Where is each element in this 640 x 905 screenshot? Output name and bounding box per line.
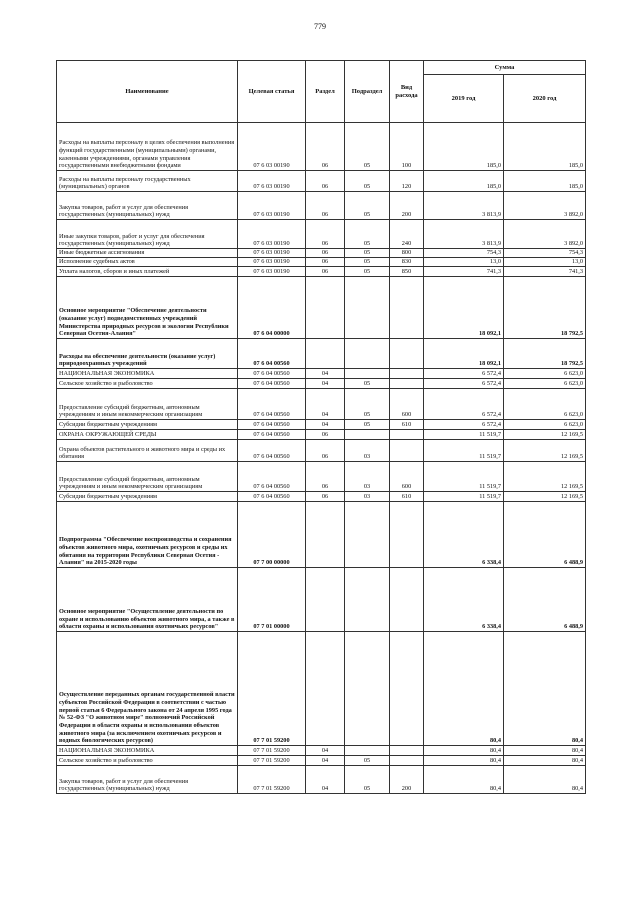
cell-2019: 18 092,1: [424, 339, 504, 369]
cell-section: 06: [306, 220, 345, 249]
cell-subsection: 05: [345, 379, 390, 389]
cell-2019: 80,4: [424, 756, 504, 766]
cell-subsection: 03: [345, 440, 390, 462]
cell-subsection: 05: [345, 192, 390, 220]
cell-section: 04: [306, 766, 345, 794]
cell-target: 07 6 03 00190: [238, 171, 306, 192]
table-row: [57, 430, 586, 440]
table-row: [57, 440, 586, 462]
cell-name: Иные закупки товаров, работ и услуг для обеспечения государственных (муниципальных) нужд: [57, 220, 238, 249]
cell-kind: [390, 440, 424, 462]
cell-kind: [390, 746, 424, 756]
cell-target: 07 6 04 00560: [238, 379, 306, 389]
cell-subsection: 05: [345, 258, 390, 267]
cell-subsection: [345, 339, 390, 369]
cell-subsection: 05: [345, 249, 390, 258]
table-row: [57, 249, 586, 258]
cell-target: 07 6 03 00190: [238, 123, 306, 171]
cell-name: Основное мероприятие "Осуществление деятельности по охране и использованию объектов животного мира, а также в области охраны и использования охотничьих ресурсов": [57, 568, 238, 632]
cell-section: [306, 568, 345, 632]
cell-2020: 185,0: [504, 171, 586, 192]
cell-target: 07 7 01 00000: [238, 568, 306, 632]
cell-2019: 11 519,7: [424, 430, 504, 440]
cell-target: 07 6 03 00190: [238, 192, 306, 220]
cell-subsection: 05: [345, 766, 390, 794]
table-row: [57, 492, 586, 502]
table-row: [57, 369, 586, 379]
cell-name: ОХРАНА ОКРУЖАЮЩЕЙ СРЕДЫ: [57, 430, 238, 440]
cell-subsection: 03: [345, 462, 390, 492]
cell-target: 07 6 04 00560: [238, 492, 306, 502]
cell-kind: 600: [390, 389, 424, 420]
cell-kind: 200: [390, 192, 424, 220]
table-row: [57, 171, 586, 192]
cell-kind: 100: [390, 123, 424, 171]
cell-section: 06: [306, 492, 345, 502]
cell-2019: 6 572,4: [424, 389, 504, 420]
cell-name: НАЦИОНАЛЬНАЯ ЭКОНОМИКА: [57, 369, 238, 379]
cell-name: Основное мероприятие "Обеспечение деятельности (оказание услуг) подведомственных учреждений Министерства природных ресурсов и экологии Республики Северная Осетия-Алания": [57, 277, 238, 339]
cell-section: 06: [306, 123, 345, 171]
cell-name: Расходы на выплаты персоналу в целях обеспечения выполнения функций государственными (муниципальными) органами, казенными учреждениями, органами управления государственными внебюджетными фондами: [57, 123, 238, 171]
cell-target: 07 6 04 00560: [238, 440, 306, 462]
cell-target: 07 6 04 00560: [238, 420, 306, 430]
cell-name: Подпрограмма "Обеспечение воспроизводства и сохранения объектов животного мира, охотничьих ресурсов и среды их обитания на территории Республики Северная Осетия - Алания" на 2015-2020 годы: [57, 502, 238, 568]
table-row: [57, 339, 586, 369]
cell-target: 07 6 04 00000: [238, 277, 306, 339]
cell-section: 06: [306, 258, 345, 267]
cell-2020: 12 169,5: [504, 462, 586, 492]
cell-target: 07 7 01 59200: [238, 766, 306, 794]
table-row: [57, 462, 586, 492]
cell-section: 06: [306, 249, 345, 258]
cell-name: Сельское хозяйство и рыболовство: [57, 756, 238, 766]
cell-section: 06: [306, 267, 345, 277]
page-number: 779: [314, 22, 326, 31]
cell-section: 06: [306, 430, 345, 440]
table-row: [57, 568, 586, 632]
cell-section: 04: [306, 379, 345, 389]
cell-section: 06: [306, 462, 345, 492]
table-body: [57, 123, 586, 794]
cell-subsection: 05: [345, 756, 390, 766]
cell-2020: 13,0: [504, 258, 586, 267]
cell-kind: [390, 339, 424, 369]
header-subsection: Подраздел: [345, 61, 390, 123]
header-name: Наименование: [57, 61, 238, 123]
cell-subsection: [345, 369, 390, 379]
cell-kind: [390, 568, 424, 632]
cell-section: [306, 502, 345, 568]
header-target: Целевая статья: [238, 61, 306, 123]
cell-section: [306, 632, 345, 746]
cell-section: 06: [306, 192, 345, 220]
cell-name: Субсидии бюджетным учреждениям: [57, 492, 238, 502]
cell-subsection: 05: [345, 420, 390, 430]
cell-subsection: [345, 502, 390, 568]
cell-2020: 80,4: [504, 746, 586, 756]
budget-table: [56, 60, 586, 794]
cell-section: 04: [306, 369, 345, 379]
cell-kind: 850: [390, 267, 424, 277]
cell-2020: 12 169,5: [504, 430, 586, 440]
cell-2020: 80,4: [504, 766, 586, 794]
cell-subsection: [345, 568, 390, 632]
cell-name: Предоставление субсидий бюджетным, автономным учреждениям и иным некоммерческим организациям: [57, 389, 238, 420]
cell-target: 07 7 01 59200: [238, 632, 306, 746]
cell-2019: 11 519,7: [424, 492, 504, 502]
cell-kind: 200: [390, 766, 424, 794]
cell-2019: 80,4: [424, 746, 504, 756]
cell-target: 07 6 03 00190: [238, 258, 306, 267]
cell-kind: [390, 277, 424, 339]
cell-2020: 12 169,5: [504, 492, 586, 502]
cell-section: 06: [306, 171, 345, 192]
cell-2019: 6 572,4: [424, 420, 504, 430]
cell-2019: 185,0: [424, 171, 504, 192]
cell-subsection: 05: [345, 267, 390, 277]
cell-2020: 18 792,5: [504, 277, 586, 339]
cell-target: 07 7 01 59200: [238, 756, 306, 766]
cell-kind: [390, 430, 424, 440]
cell-kind: 800: [390, 249, 424, 258]
cell-2019: 80,4: [424, 766, 504, 794]
cell-2019: 3 813,9: [424, 220, 504, 249]
cell-2019: 80,4: [424, 632, 504, 746]
table-row: [57, 756, 586, 766]
table-row: [57, 746, 586, 756]
table-row: [57, 389, 586, 420]
cell-subsection: 03: [345, 492, 390, 502]
cell-2020: 6 623,0: [504, 420, 586, 430]
cell-2020: 741,3: [504, 267, 586, 277]
cell-name: Предоставление субсидий бюджетным, автономным учреждениям и иным некоммерческим организациям: [57, 462, 238, 492]
cell-kind: [390, 756, 424, 766]
cell-subsection: 05: [345, 171, 390, 192]
cell-subsection: [345, 746, 390, 756]
cell-2020: 18 792,5: [504, 339, 586, 369]
cell-2020: 80,4: [504, 632, 586, 746]
cell-kind: 240: [390, 220, 424, 249]
cell-2020: 3 892,0: [504, 220, 586, 249]
cell-2020: 3 892,0: [504, 192, 586, 220]
cell-target: 07 6 03 00190: [238, 249, 306, 258]
header-2020: 2020 год: [504, 75, 586, 123]
cell-2019: 6 338,4: [424, 568, 504, 632]
cell-kind: [390, 502, 424, 568]
cell-2019: 3 813,9: [424, 192, 504, 220]
cell-target: 07 7 00 00000: [238, 502, 306, 568]
cell-2019: 6 338,4: [424, 502, 504, 568]
cell-target: 07 6 04 00560: [238, 430, 306, 440]
cell-subsection: 05: [345, 220, 390, 249]
cell-kind: 830: [390, 258, 424, 267]
cell-section: 04: [306, 420, 345, 430]
cell-2020: 6 488,9: [504, 568, 586, 632]
table-row: [57, 258, 586, 267]
cell-target: 07 6 04 00560: [238, 369, 306, 379]
cell-2019: 6 572,4: [424, 369, 504, 379]
cell-subsection: [345, 632, 390, 746]
cell-name: Закупка товаров, работ и услуг для обеспечения государственных (муниципальных) нужд: [57, 766, 238, 794]
cell-kind: 120: [390, 171, 424, 192]
cell-section: [306, 339, 345, 369]
cell-target: 07 6 03 00190: [238, 220, 306, 249]
cell-kind: [390, 369, 424, 379]
table-row: [57, 220, 586, 249]
cell-kind: 600: [390, 462, 424, 492]
cell-name: Закупка товаров, работ и услуг для обеспечения государственных (муниципальных) нужд: [57, 192, 238, 220]
table-row: [57, 277, 586, 339]
table-row: [57, 766, 586, 794]
cell-name: Осуществление переданных органам государственной власти субъектов Российской Федерации в соответствии с частью первой статьи 6 Федерального закона от 24 апреля 1995 года № 52-ФЗ "О животном мире" полномочий Российской Федерации в области охраны и использования объектов животного мира (за исключением охотничьих ресурсов и водных биологических ресурсов): [57, 632, 238, 746]
cell-2019: 18 092,1: [424, 277, 504, 339]
header-section: Раздел: [306, 61, 345, 123]
cell-section: 04: [306, 756, 345, 766]
cell-name: Субсидии бюджетным учреждениям: [57, 420, 238, 430]
cell-2020: 185,0: [504, 123, 586, 171]
cell-name: Уплата налогов, сборов и иных платежей: [57, 267, 238, 277]
table-row: [57, 379, 586, 389]
cell-name: Расходы на обеспечение деятельности (оказание услуг) природоохранных учреждений: [57, 339, 238, 369]
table-row: [57, 192, 586, 220]
cell-2019: 13,0: [424, 258, 504, 267]
cell-subsection: 05: [345, 389, 390, 420]
cell-name: НАЦИОНАЛЬНАЯ ЭКОНОМИКА: [57, 746, 238, 756]
cell-name: Исполнение судебных актов: [57, 258, 238, 267]
cell-2020: 6 623,0: [504, 369, 586, 379]
cell-subsection: 05: [345, 123, 390, 171]
header-2019: 2019 год: [424, 75, 504, 123]
cell-kind: [390, 379, 424, 389]
header-sum: Сумма: [424, 61, 586, 75]
table-row: [57, 420, 586, 430]
cell-2020: 80,4: [504, 756, 586, 766]
cell-2019: 11 519,7: [424, 440, 504, 462]
cell-kind: 610: [390, 420, 424, 430]
cell-2020: 12 169,5: [504, 440, 586, 462]
cell-target: 07 6 04 00560: [238, 389, 306, 420]
table-header: [57, 61, 586, 123]
cell-2020: 754,3: [504, 249, 586, 258]
cell-subsection: [345, 277, 390, 339]
cell-target: 07 6 03 00190: [238, 267, 306, 277]
cell-2020: 6 623,0: [504, 389, 586, 420]
cell-name: Расходы на выплаты персоналу государственных (муниципальных) органов: [57, 171, 238, 192]
cell-section: 06: [306, 440, 345, 462]
table-row: [57, 267, 586, 277]
cell-target: 07 6 04 00560: [238, 339, 306, 369]
cell-kind: 610: [390, 492, 424, 502]
cell-target: 07 7 01 59200: [238, 746, 306, 756]
cell-section: 04: [306, 389, 345, 420]
cell-2019: 11 519,7: [424, 462, 504, 492]
cell-name: Охрана объектов растительного и животного мира и среды их обитания: [57, 440, 238, 462]
header-kind: Вид расхода: [390, 61, 424, 123]
cell-section: [306, 277, 345, 339]
table-row: [57, 632, 586, 746]
cell-2019: 754,3: [424, 249, 504, 258]
table-row: [57, 502, 586, 568]
cell-2019: 6 572,4: [424, 379, 504, 389]
cell-2019: 185,0: [424, 123, 504, 171]
table-row: [57, 123, 586, 171]
cell-target: 07 6 04 00560: [238, 462, 306, 492]
cell-section: 04: [306, 746, 345, 756]
cell-2020: 6 623,0: [504, 379, 586, 389]
cell-subsection: [345, 430, 390, 440]
cell-2019: 741,3: [424, 267, 504, 277]
cell-name: Сельское хозяйство и рыболовство: [57, 379, 238, 389]
cell-2020: 6 488,9: [504, 502, 586, 568]
cell-name: Иные бюджетные ассигнования: [57, 249, 238, 258]
cell-kind: [390, 632, 424, 746]
